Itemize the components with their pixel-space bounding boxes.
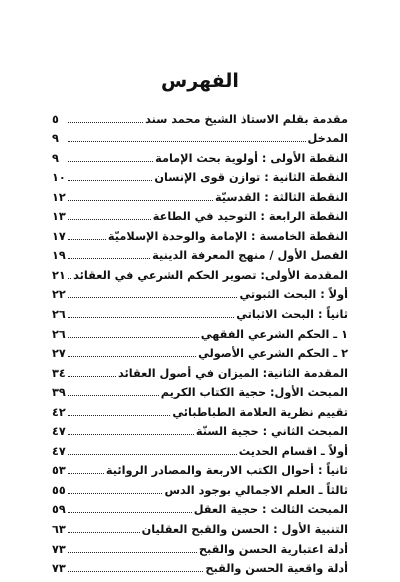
toc-entry-label: ثالثاً ـ العلم الاجمالي بوجود الدس xyxy=(164,483,348,497)
toc-entry-label: أولاً ـ اقسام الحديث xyxy=(238,444,348,458)
dot-leader xyxy=(68,531,140,533)
dot-leader xyxy=(68,316,234,318)
toc-entry-label: النقطة الثالثة : القدسيّة xyxy=(214,190,348,204)
toc-entry-page-number: ٥٥ xyxy=(52,483,66,497)
toc-entry-label: التنبية الأول : الحسن والقبح العقليان xyxy=(141,523,348,537)
toc-entry xyxy=(52,497,348,517)
toc-entry-label: المدخل xyxy=(307,132,348,146)
toc-entry xyxy=(52,145,348,165)
dot-leader xyxy=(68,140,306,142)
toc-entry-label: ثانياً : البحث الاثباتي xyxy=(236,308,348,322)
page-title: الفهرس xyxy=(161,70,239,92)
toc-entry-page-number: ٢٦ xyxy=(52,308,66,322)
toc-entry-page-number: ١٣ xyxy=(52,210,66,224)
toc-entry xyxy=(52,536,348,556)
toc-entry-page-number: ١٢ xyxy=(52,190,66,204)
toc-entry-page-number: ٣٩ xyxy=(52,386,66,400)
dot-leader xyxy=(68,355,196,357)
toc-entry xyxy=(52,106,348,126)
toc-entry xyxy=(52,341,348,361)
toc-entry-page-number: ٥ xyxy=(52,112,59,126)
toc-entry xyxy=(52,204,348,224)
toc-entry xyxy=(52,321,348,341)
toc-entry xyxy=(52,419,348,439)
toc-entry xyxy=(52,556,348,576)
dot-leader xyxy=(68,551,197,553)
dot-leader xyxy=(68,277,71,279)
toc-entry xyxy=(52,380,348,400)
toc-entry-page-number: ١٠ xyxy=(52,171,66,185)
toc-entry-label: تقييم نظرية العلامة الطباطبائي xyxy=(172,405,348,419)
dot-leader xyxy=(68,179,152,181)
toc-entry-label: ثانياً : أحوال الكتب الاربعة والمصادر الروائية xyxy=(105,464,348,478)
toc-entry-page-number: ٥٩ xyxy=(52,503,66,517)
toc-entry-label: النقطة الخامسة : الإمامة والوحدة الإسلاميّة xyxy=(107,229,348,243)
toc-entry xyxy=(52,262,348,282)
toc-entry-label: ١ ـ الحكم الشرعي الفقهي xyxy=(200,327,348,341)
toc-entry-page-number: ٩ xyxy=(52,151,59,165)
toc-entry xyxy=(52,399,348,419)
dot-leader xyxy=(68,414,170,416)
toc-entry-label: مقدمة بقلم الاستاذ الشيخ محمد سند xyxy=(145,112,348,126)
toc-entry xyxy=(52,516,348,536)
toc-entry-label: أدلة واقعية الحسن والقبح xyxy=(205,562,348,576)
toc-entry-label: المقدمة الثانية: الميزان في أصول العقائد xyxy=(117,366,348,380)
dot-leader xyxy=(68,453,237,455)
toc-entry-label: ٢ ـ الحكم الشرعي الأصولي xyxy=(198,347,348,361)
toc-entry-label: النقطة الثانية : توازن قوى الإنسان xyxy=(154,171,348,185)
toc-entry-page-number: ١٧ xyxy=(52,229,66,243)
toc-entry-label: المبحث الثاني : حجية السنّة xyxy=(195,425,348,439)
toc-entry-page-number: ٦٣ xyxy=(52,523,66,537)
dot-leader xyxy=(68,199,213,201)
toc-entry-page-number: ٤٢ xyxy=(52,405,66,419)
dot-leader xyxy=(68,121,143,123)
toc-entry xyxy=(52,438,348,458)
dot-leader xyxy=(68,160,153,162)
toc-entry xyxy=(52,243,348,263)
toc-entry xyxy=(52,458,348,478)
dot-leader xyxy=(68,296,237,298)
toc-entry-page-number: ٧٣ xyxy=(52,542,66,556)
toc-entry-label: النقطة الرابعة : التوحيد في الطاعة xyxy=(152,210,348,224)
table-of-contents xyxy=(52,106,348,575)
dot-leader xyxy=(68,336,199,338)
toc-entry-page-number: ١٩ xyxy=(52,249,66,263)
toc-entry-label: الفصل الأول / منهج المعرفة الدينية xyxy=(152,249,348,263)
dot-leader xyxy=(68,238,106,240)
dot-leader xyxy=(68,257,150,259)
toc-entry xyxy=(52,301,348,321)
toc-entry-page-number: ٢٢ xyxy=(52,288,66,302)
toc-entry-label: المبحث الأول: حجية الكتاب الكريم xyxy=(160,386,348,400)
toc-entry-label: المبحث الثالث : حجية العقل xyxy=(193,503,348,517)
toc-entry xyxy=(52,165,348,185)
toc-entry-page-number: ٩ xyxy=(52,132,59,146)
toc-entry-page-number: ٢١ xyxy=(52,268,66,282)
toc-entry-label: أدلة اعتبارية الحسن والقبح xyxy=(198,542,348,556)
toc-entry xyxy=(52,477,348,497)
toc-entry-page-number: ٣٤ xyxy=(52,366,66,380)
toc-entry xyxy=(52,126,348,146)
dot-leader xyxy=(68,570,203,572)
toc-entry-page-number: ٢٦ xyxy=(52,327,66,341)
toc-entry-page-number: ٤٧ xyxy=(52,425,66,439)
toc-entry-page-number: ٥٣ xyxy=(52,464,66,478)
toc-entry-page-number: ٧٣ xyxy=(52,562,66,576)
toc-entry xyxy=(52,360,348,380)
toc-entry-label: أولاً : البحث الثبوتي xyxy=(239,288,348,302)
toc-entry xyxy=(52,282,348,302)
toc-entry xyxy=(52,184,348,204)
toc-entry-label: النقطة الأولى : أولوية بحث الإمامة xyxy=(155,151,348,165)
dot-leader xyxy=(68,433,194,435)
toc-entry-page-number: ٢٧ xyxy=(52,347,66,361)
dot-leader xyxy=(68,492,162,494)
dot-leader xyxy=(68,394,159,396)
dot-leader xyxy=(68,511,192,513)
dot-leader xyxy=(68,472,104,474)
toc-entry xyxy=(52,223,348,243)
toc-entry-label: المقدمة الأولى: تصوير الحكم الشرعي في العقائد xyxy=(73,268,348,282)
dot-leader xyxy=(68,218,151,220)
dot-leader xyxy=(68,375,116,377)
toc-entry-page-number: ٤٧ xyxy=(52,444,66,458)
